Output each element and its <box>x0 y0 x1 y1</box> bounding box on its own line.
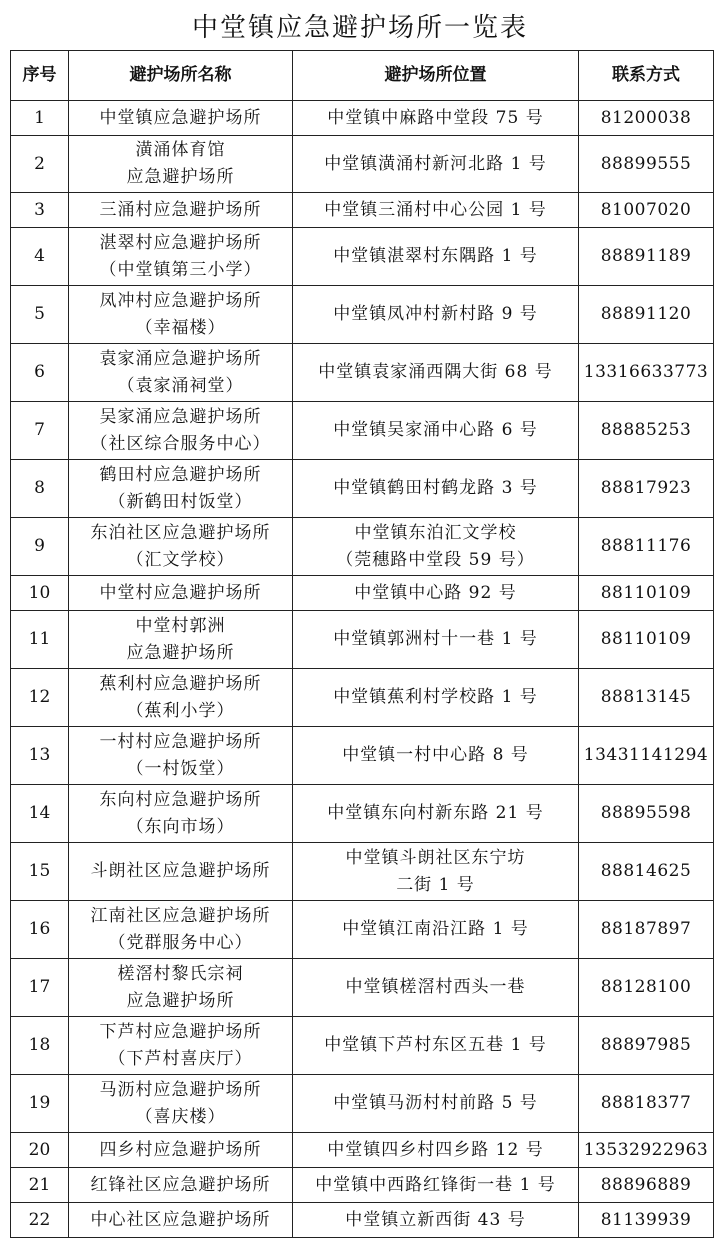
row-number: 19 <box>11 1075 69 1133</box>
shelter-name-line: 潢涌体育馆 <box>135 140 226 160</box>
shelter-location-line: 中堂镇中西路红锋街一巷 1 号 <box>315 1174 556 1195</box>
shelter-location <box>293 1075 579 1133</box>
shelter-location-line: （莞穗路中堂段 59 号） <box>336 549 535 570</box>
shelter-location <box>293 286 579 344</box>
shelter-location <box>293 344 579 402</box>
row-number: 3 <box>11 193 69 228</box>
contact-phone: 88110109 <box>579 576 714 611</box>
shelter-name <box>69 843 293 901</box>
shelter-name <box>69 727 293 785</box>
shelter-name <box>69 1075 293 1133</box>
shelter-name-line: 下芦村应急避护场所 <box>99 1021 262 1042</box>
shelter-name-line: （社区综合服务中心） <box>90 433 271 454</box>
table-row <box>11 576 714 611</box>
shelter-location-line: 中堂镇一村中心路 8 号 <box>342 745 529 765</box>
shelter-name-line: 吴家涌应急避护场所 <box>99 406 262 427</box>
shelter-name <box>69 669 293 727</box>
contact-phone: 88814625 <box>579 843 714 901</box>
contact-phone: 13431141294 <box>579 727 714 785</box>
contact-phone: 81007020 <box>579 193 714 228</box>
contact-phone: 88817923 <box>579 460 714 518</box>
contact-phone: 88813145 <box>579 669 714 727</box>
header-num: 序号 <box>11 51 69 101</box>
shelter-location-line: 中堂镇四乡村四乡路 12 号 <box>327 1139 544 1160</box>
table-row <box>11 785 714 843</box>
table-row <box>11 136 714 193</box>
shelter-name-line: 应急避护场所 <box>126 642 235 663</box>
page-title: 中堂镇应急避护场所一览表 <box>191 13 528 43</box>
contact-phone: 88187897 <box>579 901 714 959</box>
shelter-location <box>293 611 579 669</box>
row-number: 21 <box>11 1168 69 1203</box>
shelter-name-line: 一村村应急避护场所 <box>99 731 262 752</box>
shelter-name <box>69 193 293 228</box>
shelter-name-line: （中堂镇第三小学） <box>99 259 262 280</box>
table-row <box>11 959 714 1017</box>
shelter-location <box>293 228 579 286</box>
contact-phone: 88818377 <box>579 1075 714 1133</box>
table-row <box>11 101 714 136</box>
shelter-name-line: 蕉利村应急避护场所 <box>99 673 262 694</box>
shelter-location <box>293 1017 579 1075</box>
shelter-name-line: 斗朗社区应急避护场所 <box>90 861 271 881</box>
row-number: 22 <box>11 1203 69 1238</box>
shelter-location <box>293 1203 579 1238</box>
header-phone: 联系方式 <box>579 51 714 101</box>
table-row <box>11 843 714 901</box>
shelter-name-line: 中堂村郭洲 <box>135 615 226 636</box>
shelter-location <box>293 901 579 959</box>
shelter-location <box>293 460 579 518</box>
row-number: 9 <box>11 518 69 576</box>
shelter-name <box>69 1133 293 1168</box>
row-number: 14 <box>11 785 69 843</box>
shelter-name-line: 应急避护场所 <box>126 990 235 1011</box>
contact-phone: 88895598 <box>579 785 714 843</box>
shelter-name-line: 东向村应急避护场所 <box>99 789 262 810</box>
table-row <box>11 901 714 959</box>
shelter-location <box>293 101 579 136</box>
shelter-name-line: 中堂镇应急避护场所 <box>99 107 262 128</box>
shelter-table <box>10 50 714 1238</box>
shelter-name-line: （袁家涌祠堂） <box>117 375 244 396</box>
shelter-name-line: 四乡村应急避护场所 <box>99 1139 262 1160</box>
shelter-name-line: 马沥村应急避护场所 <box>99 1079 262 1100</box>
contact-phone: 88897985 <box>579 1017 714 1075</box>
contact-phone: 88891189 <box>579 228 714 286</box>
row-number: 17 <box>11 959 69 1017</box>
shelter-location <box>293 402 579 460</box>
shelter-location-line: 二街 1 号 <box>396 874 475 895</box>
shelter-name-line: 凤冲村应急避护场所 <box>99 290 262 311</box>
shelter-name-line: 鹤田村应急避护场所 <box>99 464 262 485</box>
shelter-name <box>69 460 293 518</box>
shelter-location <box>293 136 579 193</box>
shelter-location <box>293 843 579 901</box>
shelter-name <box>69 959 293 1017</box>
shelter-location-line: 中堂镇三涌村中心公园 1 号 <box>324 199 547 220</box>
row-number: 12 <box>11 669 69 727</box>
header-name: 避护场所名称 <box>69 51 293 101</box>
shelter-location-line: 中堂镇马沥村村前路 5 号 <box>333 1093 538 1113</box>
row-number: 4 <box>11 228 69 286</box>
contact-phone: 81139939 <box>579 1203 714 1238</box>
shelter-location-line: 中堂镇下芦村东区五巷 1 号 <box>324 1035 547 1055</box>
shelter-location-line: 中堂镇凤冲村新村路 9 号 <box>333 304 538 324</box>
shelter-name-line: （东向市场） <box>126 816 235 837</box>
shelter-name <box>69 136 293 193</box>
contact-phone: 81200038 <box>579 101 714 136</box>
shelter-name-line: 应急避护场所 <box>126 167 235 187</box>
contact-phone: 13532922963 <box>579 1133 714 1168</box>
row-number: 2 <box>11 136 69 193</box>
shelter-name <box>69 576 293 611</box>
shelter-name-line: （下芦村喜庆厅） <box>108 1048 253 1069</box>
table-row <box>11 460 714 518</box>
table-row <box>11 669 714 727</box>
shelter-location <box>293 193 579 228</box>
contact-phone: 88128100 <box>579 959 714 1017</box>
shelter-location-line: 中堂镇湛翠村东隅路 1 号 <box>333 246 538 266</box>
table-row <box>11 344 714 402</box>
row-number: 7 <box>11 402 69 460</box>
shelter-location-line: 中堂镇中心路 92 号 <box>354 582 517 603</box>
shelter-location-line: 中堂镇鹤田村鹤龙路 3 号 <box>333 478 538 498</box>
table-row <box>11 193 714 228</box>
shelter-location-line: 中堂镇槎滘村西头一巷 <box>345 977 526 997</box>
table-row <box>11 1203 714 1238</box>
shelter-location-line: 中堂镇斗朗社区东宁坊 <box>345 847 526 868</box>
row-number: 16 <box>11 901 69 959</box>
shelter-location-line: 中堂镇袁家涌西隅大街 68 号 <box>318 362 553 382</box>
shelter-location-line: 中堂镇江南沿江路 1 号 <box>342 919 529 939</box>
shelter-name-line: 三涌村应急避护场所 <box>99 199 262 220</box>
shelter-location-line: 中堂镇潢涌村新河北路 1 号 <box>324 153 547 174</box>
shelter-name-line: 中心社区应急避护场所 <box>90 1209 271 1230</box>
row-number: 20 <box>11 1133 69 1168</box>
table-row <box>11 611 714 669</box>
shelter-name <box>69 286 293 344</box>
shelter-name <box>69 1203 293 1238</box>
shelter-name <box>69 1017 293 1075</box>
shelter-name-line: （蕉利小学） <box>126 700 235 721</box>
shelter-name-line: （汇文学校） <box>126 549 235 570</box>
row-number: 8 <box>11 460 69 518</box>
row-number: 11 <box>11 611 69 669</box>
row-number: 5 <box>11 286 69 344</box>
shelter-name-line: （喜庆楼） <box>135 1106 226 1127</box>
row-number: 13 <box>11 727 69 785</box>
shelter-location <box>293 1168 579 1203</box>
table-body <box>11 101 714 1238</box>
shelter-name-line: （幸福楼） <box>135 317 226 338</box>
shelter-name <box>69 344 293 402</box>
shelter-location <box>293 959 579 1017</box>
table-row <box>11 727 714 785</box>
shelter-name-line: （新鹤田村饭堂） <box>108 491 253 512</box>
shelter-name <box>69 101 293 136</box>
shelter-name-line: 袁家涌应急避护场所 <box>99 348 262 369</box>
shelter-name <box>69 228 293 286</box>
contact-phone: 88110109 <box>579 611 714 669</box>
shelter-name-line: 红锋社区应急避护场所 <box>90 1174 271 1195</box>
shelter-name-line: 湛翠村应急避护场所 <box>99 232 262 253</box>
shelter-location <box>293 1133 579 1168</box>
table-row <box>11 1168 714 1203</box>
shelter-location-line: 中堂镇郭洲村十一巷 1 号 <box>333 629 538 649</box>
shelter-location <box>293 727 579 785</box>
shelter-name-line: 槎滘村黎氏宗祠 <box>117 963 244 984</box>
table-row <box>11 518 714 576</box>
contact-phone: 88899555 <box>579 136 714 193</box>
shelter-location-line: 中堂镇东泊汇文学校 <box>354 522 517 543</box>
row-number: 1 <box>11 101 69 136</box>
row-number: 18 <box>11 1017 69 1075</box>
contact-phone: 88896889 <box>579 1168 714 1203</box>
shelter-name <box>69 402 293 460</box>
shelter-name-line: 东泊社区应急避护场所 <box>90 522 271 543</box>
shelter-name <box>69 1168 293 1203</box>
row-number: 15 <box>11 843 69 901</box>
shelter-name-line: 中堂村应急避护场所 <box>99 582 262 603</box>
contact-phone: 88811176 <box>579 518 714 576</box>
shelter-name <box>69 518 293 576</box>
shelter-location <box>293 576 579 611</box>
table-row <box>11 1133 714 1168</box>
shelter-location <box>293 669 579 727</box>
row-number: 10 <box>11 576 69 611</box>
shelter-name-line: （党群服务中心） <box>108 932 253 953</box>
shelter-name <box>69 901 293 959</box>
shelter-location-line: 中堂镇吴家涌中心路 6 号 <box>333 420 538 440</box>
shelter-name-line: （一村饭堂） <box>126 758 235 779</box>
table-row <box>11 228 714 286</box>
contact-phone: 13316633773 <box>579 344 714 402</box>
contact-phone: 88891120 <box>579 286 714 344</box>
shelter-location <box>293 785 579 843</box>
table-header-row <box>11 51 714 101</box>
shelter-location-line: 中堂镇东向村新东路 21 号 <box>327 803 544 823</box>
shelter-location <box>293 518 579 576</box>
contact-phone: 88885253 <box>579 402 714 460</box>
shelter-location-line: 中堂镇中麻路中堂段 75 号 <box>327 107 544 128</box>
table-row <box>11 1075 714 1133</box>
table-row <box>11 1017 714 1075</box>
shelter-location-line: 中堂镇立新西街 43 号 <box>345 1209 526 1230</box>
table-row <box>11 402 714 460</box>
shelter-name <box>69 611 293 669</box>
shelter-location-line: 中堂镇蕉利村学校路 1 号 <box>333 687 538 707</box>
shelter-name <box>69 785 293 843</box>
shelter-name-line: 江南社区应急避护场所 <box>90 905 271 926</box>
header-location: 避护场所位置 <box>293 51 579 101</box>
table-row <box>11 286 714 344</box>
row-number: 6 <box>11 344 69 402</box>
